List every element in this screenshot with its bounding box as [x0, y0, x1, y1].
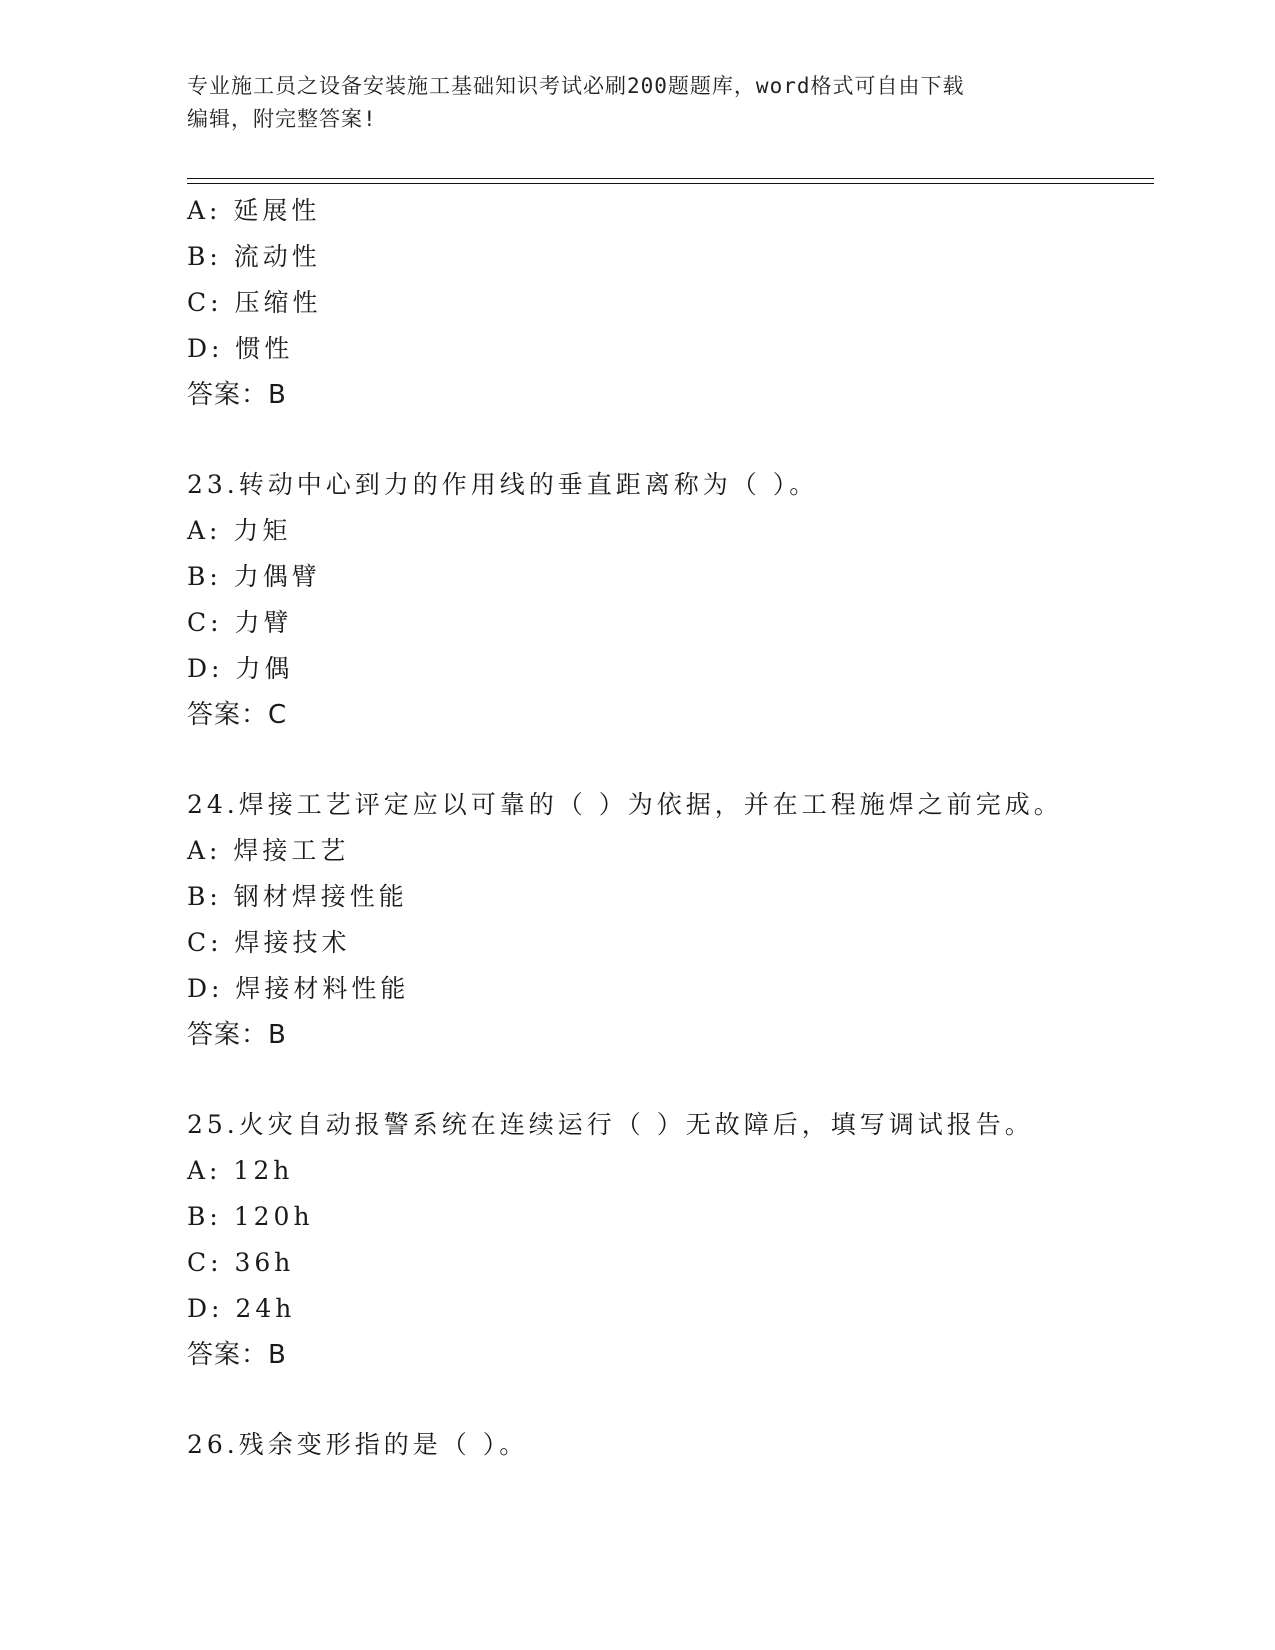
question-text: 23.转动中心到力的作用线的垂直距离称为（ ）。: [187, 470, 819, 499]
option-a: A: 力矩: [187, 516, 292, 545]
header-line-1: 专业施工员之设备安装施工基础知识考试必刷200题题库，word格式可自由下载: [187, 74, 965, 98]
header-line-2: 编辑，附完整答案!: [187, 107, 377, 131]
header-divider-top: [187, 178, 1154, 179]
document-header: [187, 70, 1087, 136]
option-c: C: 焊接技术: [187, 928, 351, 957]
option-a: A: 焊接工艺: [187, 836, 350, 865]
option-c: C: 力臂: [187, 608, 293, 637]
question-block-prev: [187, 188, 1147, 418]
spacer: [187, 418, 1147, 462]
spacer: [187, 1058, 1147, 1102]
option-b: B: 钢材焊接性能: [187, 882, 408, 911]
option-a: A: 延展性: [187, 196, 321, 225]
option-b: B: 120h: [187, 1202, 314, 1231]
answer-line: 答案：B: [187, 1020, 287, 1050]
answer-line: 答案：C: [187, 700, 288, 730]
question-block-25: [187, 1102, 1147, 1378]
header-divider-bottom: [187, 183, 1154, 184]
question-block-24: [187, 782, 1147, 1058]
option-d: D: 惯性: [187, 334, 294, 363]
option-c: C: 压缩性: [187, 288, 322, 317]
option-b: B: 流动性: [187, 242, 321, 271]
question-text: 24.焊接工艺评定应以可靠的（ ）为依据，并在工程施焊之前完成。: [187, 790, 1063, 819]
option-b: B: 力偶臂: [187, 562, 321, 591]
spacer: [187, 738, 1147, 782]
option-d: D: 力偶: [187, 654, 294, 683]
option-a: A: 12h: [187, 1156, 294, 1185]
question-block-26: [187, 1422, 1147, 1468]
question-block-23: [187, 462, 1147, 738]
option-d: D: 24h: [187, 1294, 296, 1323]
spacer: [187, 1378, 1147, 1422]
option-c: C: 36h: [187, 1248, 295, 1277]
question-list: [187, 188, 1147, 1468]
option-d: D: 焊接材料性能: [187, 974, 410, 1003]
question-text: 26.残余变形指的是（ ）。: [187, 1430, 529, 1459]
answer-line: 答案：B: [187, 1340, 287, 1370]
answer-line: 答案：B: [187, 380, 287, 410]
question-text: 25.火灾自动报警系统在连续运行（ ）无故障后，填写调试报告。: [187, 1110, 1034, 1139]
